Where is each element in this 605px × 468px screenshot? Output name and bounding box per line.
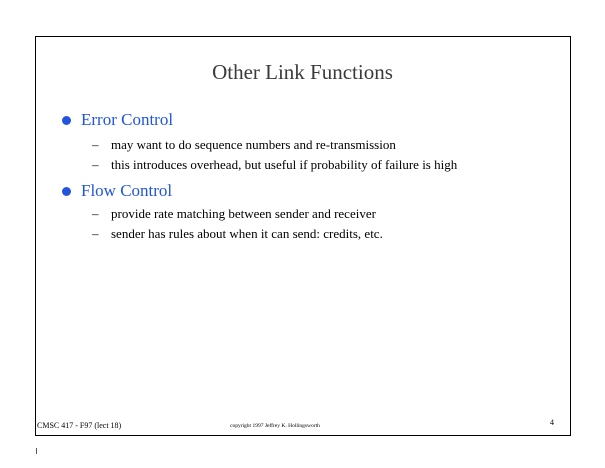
- subitem-rate-matching: [92, 205, 376, 223]
- bullet-dot-icon: [62, 116, 71, 125]
- page-number: 4: [550, 418, 554, 427]
- bullet-label: Flow Control: [81, 181, 173, 200]
- dash-marker: –: [92, 137, 99, 152]
- subitem-text: may want to do sequence numbers and re-transmission: [111, 137, 396, 152]
- corner-mark: [36, 448, 39, 454]
- slide-title: Other Link Functions: [212, 60, 393, 84]
- footer-course: CMSC 417 - F97 (lect 18): [37, 421, 122, 430]
- dash-marker: –: [92, 226, 99, 241]
- footer-copyright: copyright 1997 Jeffrey K. Hollingsworth: [230, 423, 320, 429]
- subitem-overhead: [92, 156, 457, 174]
- bullet-error-control: [62, 110, 173, 130]
- bullet-dot-icon: [62, 187, 71, 196]
- dash-marker: –: [92, 206, 99, 221]
- subitem-credits: [92, 225, 383, 243]
- subitem-text: sender has rules about when it can send: credits, etc.: [111, 226, 383, 241]
- subitem-text: this introduces overhead, but useful if probability of failure is high: [111, 157, 458, 172]
- subitem-sequence-numbers: [92, 136, 396, 154]
- subitem-text: provide rate matching between sender and receiver: [111, 206, 376, 221]
- bullet-flow-control: [62, 181, 172, 201]
- bullet-label: Error Control: [81, 110, 174, 129]
- dash-marker: –: [92, 157, 99, 172]
